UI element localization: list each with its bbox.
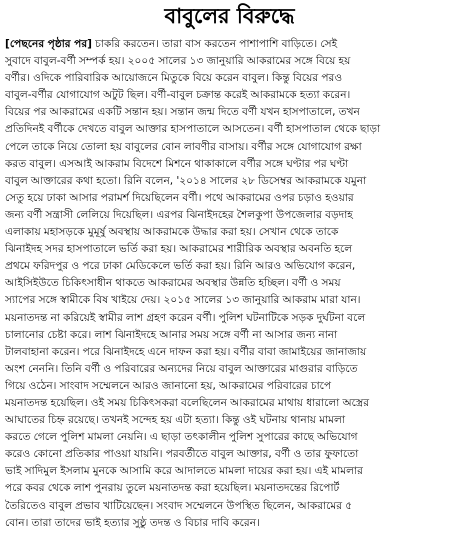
headline-container (0, 0, 459, 32)
article-line: বোন। তারা তাদের ভাই হত্যার সুষ্ঠু তদন্ত ও বিচার দাবি করেন। (5, 516, 260, 529)
article-line: চালানোর চেষ্টা করে। লাশ ঝিনাইদহে আনার সময় সঙ্গে বর্ণী না আসার জন্য নানা (5, 328, 338, 341)
article-line (5, 36, 452, 53)
article-line: আইসিইউতে চিকিৎসাধীন থাকতে আকরামের অবস্থার উন্নতি হচ্ছিল। বর্ণী ও সময় (5, 277, 341, 290)
article-line: তৈরিতেও বাবুল প্রভাব খাটিয়েছেন। সংবাদ সম্মেলনে উপস্থিত ছিলেন, আকরামের ৫ (5, 499, 353, 512)
article-line: বাবুল আক্তারের কথা হতো। রিনি বলেন, '২০১৪ সালের ২৮ ডিসেম্বর আকরামকে যমুনা (5, 174, 367, 187)
article-line: পরে কবর থেকে লাশ পুনরায় তুলে ময়নাতদন্ত করা হয়েছিল। ময়নাতদন্তের রিপোর্ট (5, 482, 340, 495)
article-line: প্রথমে ফরিদপুর ও পরে ঢাকা মেডিকেলে ভর্তি করা হয়। রিনি আরও অভিযোগ করেন, (5, 260, 356, 273)
article-line-text: চাকরি করতেন। তারা বাস করতেন পাশাপাশি বাড়িতে। সেই (92, 38, 338, 50)
article-line: পেলে তাকে নিয়ে তোলা হয় বাবুলের বোন লাবণীর বাসায়। বর্ণীর সঙ্গে যোগাযোগ রক্ষা (5, 140, 362, 153)
article-line: করেও কোনো প্রতিকার পাওয়া যায়নি। পরবর্তীতে বাবুল আক্তার, বর্ণী ও তার ফুফাতো (5, 448, 359, 461)
article-line: টালবাহানা করেন। পরে ঝিনাইদহে এনে দাফন করা হয়। বর্ণীর বাবা জামাইয়ের জানাজায় (5, 345, 367, 358)
headline: বাবুলের বিরুদ্ধে (164, 4, 295, 28)
article-line: জন্য বর্ণী সন্ত্রাসী লেলিয়ে দিয়েছিল। এরপর ঝিনাইদহের শৈলকুপা উপজেলার বড়দাহ (5, 208, 353, 221)
article-line: প্রতিদিনই বর্ণীকে দেখতে বাবুল আক্তার হাসপাতালে আসতেন। বর্ণী হাসপাতাল থেকে ছাড়া (5, 123, 381, 136)
article-line: করত বাবুল। এসআই আকরাম বিদেশে মিশনে থাকাকালে বর্ণীর সঙ্গে ঘণ্টার পর ঘণ্টা (5, 157, 349, 170)
article-line: আঘাতের চিহ্ন রয়েছে। তখনই সন্দেহ হয় এটা হত্যা। কিন্তু ওই ঘটনায় থানায় মামলা (5, 414, 346, 427)
article-line: ময়নাতদন্ত না করিয়েই স্বামীর লাশ গ্রহণ করেন বর্ণী। পুলিশ ঘটনাটিকে সড়ক দুর্ঘটনা বলে (5, 311, 366, 324)
article-body (5, 36, 452, 542)
article-line: ভাই সাদিমুল ইসলাম মুনকে আসামি করে আদালতে মামলা দায়ের করা হয়। এই মামলার (5, 465, 363, 478)
article-line: বিয়ের পর আকরামের একটি সন্তান হয়। সন্তান জন্ম দিতে বর্ণী যখন হাসপাতালে, তখন (5, 106, 360, 119)
article-line: সুবাদে বাবুল-বর্ণী সম্পর্ক হয়। ২০০৫ সালের ১৩ জানুয়ারি আকরামের সঙ্গে বিয়ে হয় (5, 55, 351, 68)
article-line: স্যাপের সঙ্গে স্বামীকে বিষ খাইয়ে দেয়। ২০১৫ সালের ১৩ জানুয়ারি আকরাম মারা যান। (5, 294, 361, 307)
article-line: অংশ নেননি। তিনি বর্ণী ও পরিবারের অন্যদের নিয়ে বাবুল আক্তারের মাগুরার বাড়িতে (5, 362, 358, 375)
article-line: ঝিনাইদহ সদর হাসপাতালে ভর্তি করা হয়। আকরামের শারীরিক অবস্থার অবনতি হলে (5, 243, 353, 256)
article-line: ময়নাতদন্ত হয়েছিল। ওই সময় চিকিৎসকরা বলেছিলেন আকরামের মাথায় ধারালো অস্ত্রের (5, 396, 370, 409)
article-line: সেতু হয়ে ঢাকা আসার পরামর্শ দিয়েছিলেন বর্ণী। পথে আকরামের ওপর চড়াও হওয়ার (5, 191, 354, 204)
article-line: এলাকায় মহাসড়কে মুমূর্ষু অবস্থায় আকরামকে উদ্ধার করা হয়। সেখান থেকে তাকে (5, 226, 339, 239)
continuation-kicker: [পেছনের পৃষ্ঠার পর] (5, 38, 92, 50)
article-line: বর্ণীর। ওদিকে পারিবারিক আয়োজনে মিতুকে বিয়ে করেন বাবুল। কিন্তু বিয়ের পরও (5, 72, 343, 85)
article-line: গিয়ে ওঠেন। সাংবাদ সম্মেলনে আরও জানানো হয়, আকরামের পরিবারের চাপে (5, 379, 332, 392)
article-line: বাবুল-বর্ণীর যোগাযোগ অটুট ছিল। বর্ণী-বাবুল চক্রান্ত করেই আকরামকে হত্যা করেন। (5, 89, 351, 102)
article-line: করতে গেলে পুলিশ মামলা নেয়নি। এ ছাড়া তৎকালীন পুলিশ সুপারের কাছে অভিযোগ (5, 431, 358, 444)
